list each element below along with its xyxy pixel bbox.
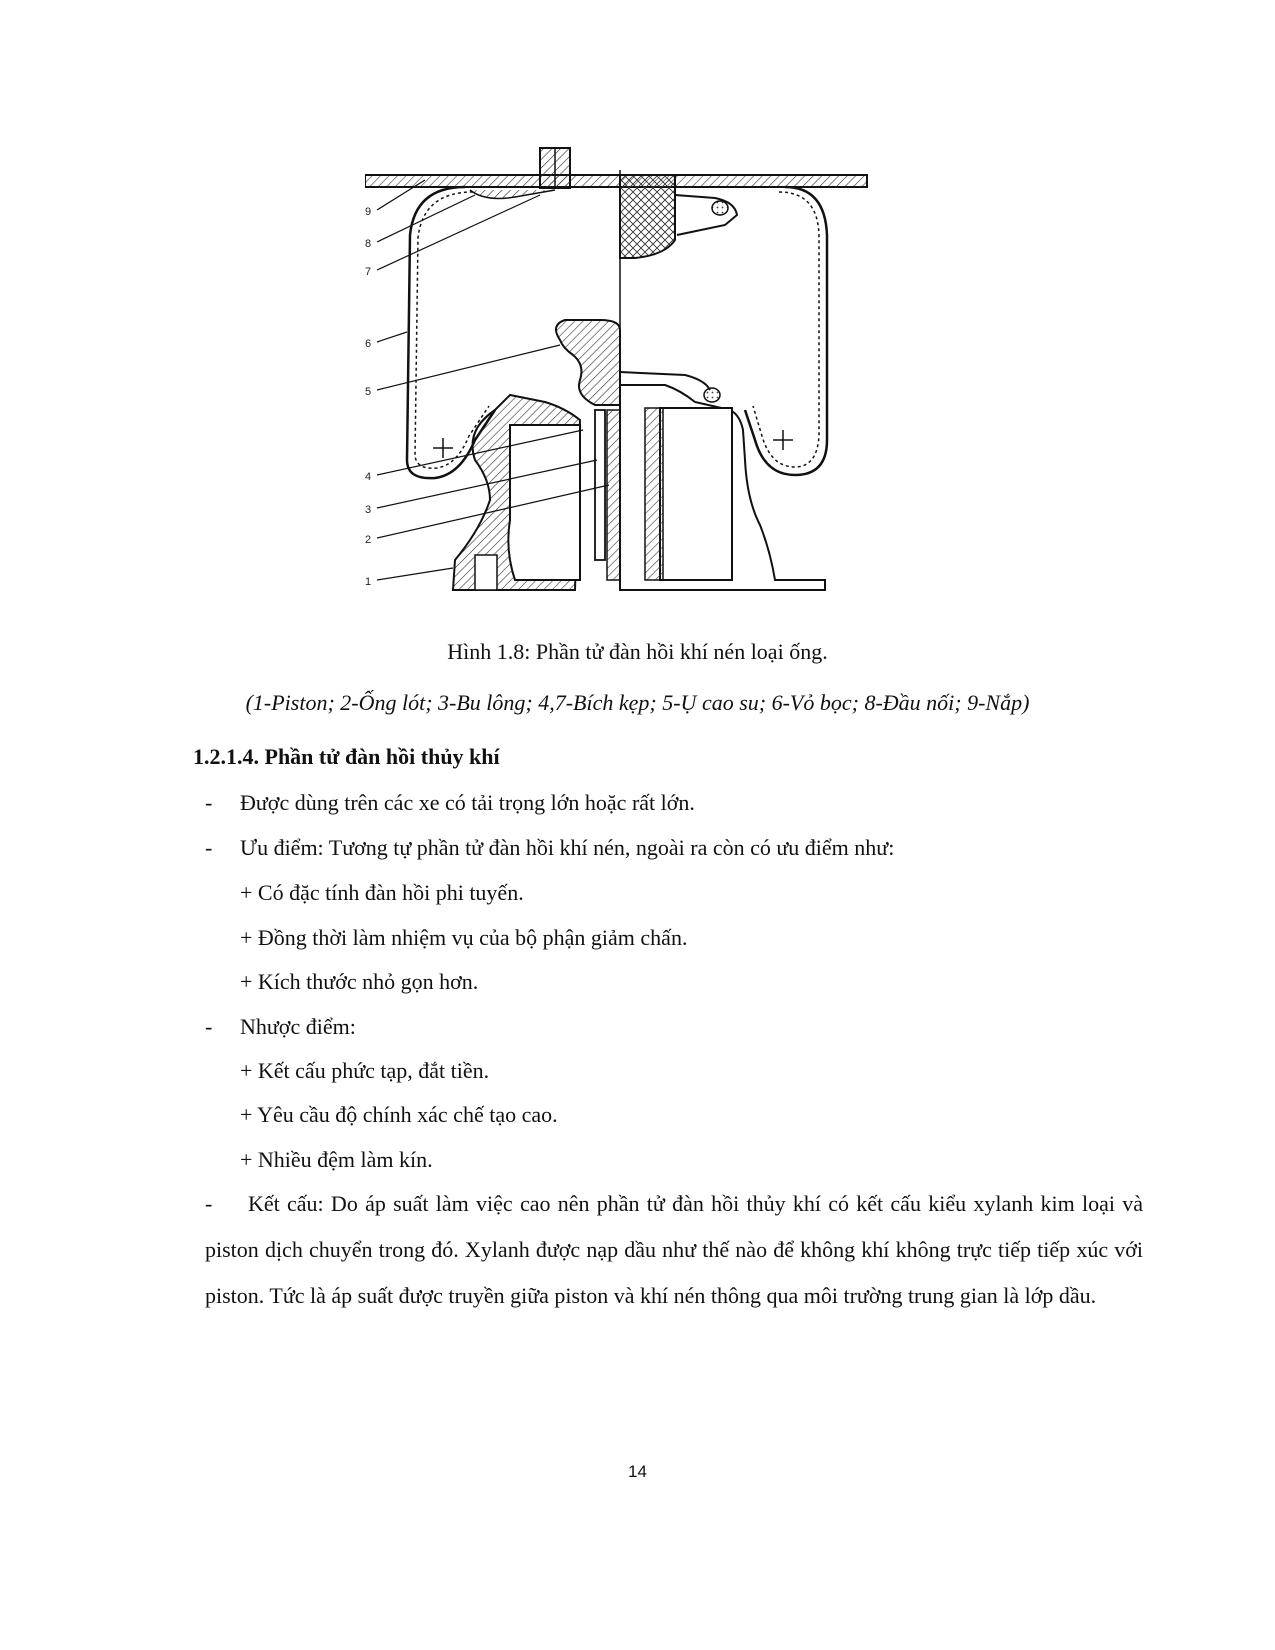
label-8: 8 — [365, 238, 372, 250]
advantage-item: + Có đặc tính đàn hồi phi tuyến. — [240, 880, 524, 905]
bullet-dash: - — [205, 790, 213, 815]
disadvantages-title: Nhược điểm: — [240, 1014, 356, 1039]
bullet-dash: - — [205, 1191, 213, 1216]
label-7: 7 — [365, 266, 372, 278]
top-cover-plate — [365, 175, 867, 187]
seal-bead-top — [712, 201, 728, 215]
label-1: 1 — [365, 576, 372, 588]
label-2: 2 — [365, 534, 372, 546]
bullet-dash: - — [205, 835, 213, 860]
label-6: 6 — [365, 338, 372, 350]
figure-legend: (1-Piston; 2-Ống lót; 3-Bu lông; 4,7-Bích kẹp; 5-Ụ cao su; 6-Vỏ bọc; 8-Đầu nối; 9-Nắp) — [245, 690, 1030, 715]
bullet-usage: Được dùng trên các xe có tải trọng lớn hoặc rất lớn. — [240, 790, 695, 815]
disadvantage-item: + Kết cấu phức tạp, đắt tiền. — [240, 1058, 490, 1083]
label-9: 9 — [365, 206, 372, 218]
label-3: 3 — [365, 504, 372, 516]
rubber-bump-stop — [556, 320, 620, 405]
bullet-advantages: Ưu điểm: Tương tự phần tử đàn hồi khí nén, ngoài ra còn có ưu điểm như: — [240, 835, 895, 860]
page-number: 14 — [628, 1462, 647, 1481]
label-5: 5 — [365, 386, 372, 398]
advantage-item: + Kích thước nhỏ gọn hơn. — [240, 969, 479, 994]
sleeve — [607, 410, 620, 580]
figure-caption: Hình 1.8: Phần tử đàn hồi khí nén loại ống. — [447, 639, 828, 664]
label-4: 4 — [365, 471, 372, 483]
disadvantage-item: + Yêu cầu độ chính xác chế tạo cao. — [240, 1102, 558, 1127]
bullet-dash: - — [205, 1014, 213, 1039]
air-spring-diagram — [365, 140, 875, 610]
structure-paragraph: Kết cấu: Do áp suất làm việc cao nên phần tử đàn hồi thủy khí có kết cấu kiểu xylanh kim loại và piston dịch chuyển trong đó. Xylanh được nạp dầu như thế nào để không khí không trực tiếp tiếp xúc với piston. Tức là áp suất được truyền giữa piston và khí nén thông qua môi trường trung gian là lớp dầu. — [205, 1191, 1143, 1308]
top-clamp-block — [620, 175, 675, 258]
section-heading: 1.2.1.4. Phần tử đàn hồi thủy khí — [193, 744, 500, 769]
seal-bead-bottom — [704, 388, 720, 402]
advantage-item: + Đồng thời làm nhiệm vụ của bộ phận giảm chấn. — [240, 925, 688, 950]
disadvantage-item: + Nhiều đệm làm kín. — [240, 1147, 433, 1172]
bolt — [595, 410, 605, 560]
rubber-sleeve-outer-right — [745, 187, 827, 475]
